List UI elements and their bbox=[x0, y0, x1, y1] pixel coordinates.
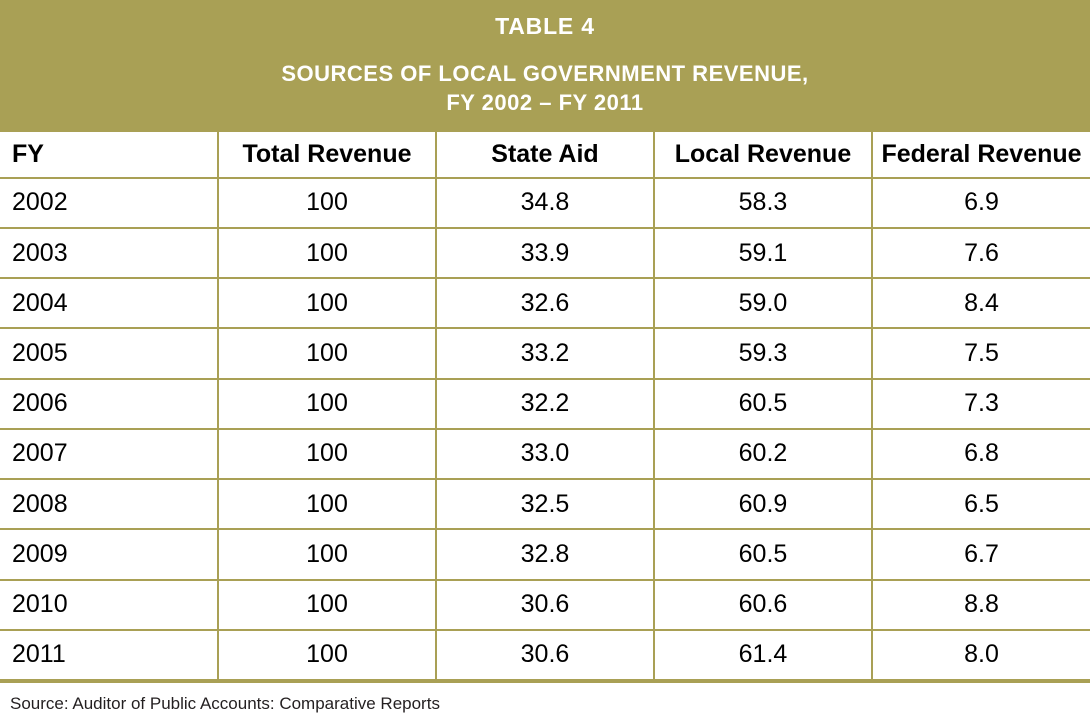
cell-state-aid: 34.8 bbox=[436, 178, 654, 228]
table-row bbox=[0, 178, 1090, 228]
revenue-table bbox=[0, 132, 1090, 681]
cell-local-revenue: 60.5 bbox=[654, 529, 872, 579]
cell-federal-revenue: 7.5 bbox=[872, 328, 1090, 378]
cell-total-revenue: 100 bbox=[218, 429, 436, 479]
cell-local-revenue: 60.2 bbox=[654, 429, 872, 479]
column-header-total-revenue: Total Revenue bbox=[218, 132, 436, 178]
cell-local-revenue: 60.5 bbox=[654, 379, 872, 429]
column-header-federal-revenue: Federal Revenue bbox=[872, 132, 1090, 178]
cell-federal-revenue: 8.0 bbox=[872, 630, 1090, 680]
cell-fy: 2010 bbox=[0, 580, 218, 630]
cell-federal-revenue: 6.9 bbox=[872, 178, 1090, 228]
cell-local-revenue: 60.9 bbox=[654, 479, 872, 529]
table-title-line-2: FY 2002 – FY 2011 bbox=[446, 90, 644, 116]
cell-state-aid: 32.6 bbox=[436, 278, 654, 328]
cell-federal-revenue: 7.3 bbox=[872, 379, 1090, 429]
table-title-line-1: SOURCES OF LOCAL GOVERNMENT REVENUE, bbox=[281, 60, 809, 86]
cell-total-revenue: 100 bbox=[218, 228, 436, 278]
source-note: Source: Auditor of Public Accounts: Comparative Reports bbox=[0, 681, 1090, 727]
cell-federal-revenue: 8.8 bbox=[872, 580, 1090, 630]
cell-local-revenue: 59.1 bbox=[654, 228, 872, 278]
cell-local-revenue: 58.3 bbox=[654, 178, 872, 228]
cell-local-revenue: 60.6 bbox=[654, 580, 872, 630]
cell-federal-revenue: 6.7 bbox=[872, 529, 1090, 579]
cell-federal-revenue: 6.5 bbox=[872, 479, 1090, 529]
cell-total-revenue: 100 bbox=[218, 630, 436, 680]
table-row bbox=[0, 429, 1090, 479]
cell-fy: 2004 bbox=[0, 278, 218, 328]
cell-total-revenue: 100 bbox=[218, 529, 436, 579]
cell-fy: 2011 bbox=[0, 630, 218, 680]
table-title-band bbox=[0, 0, 1090, 132]
column-header-fy: FY bbox=[0, 132, 218, 178]
cell-total-revenue: 100 bbox=[218, 479, 436, 529]
cell-local-revenue: 61.4 bbox=[654, 630, 872, 680]
cell-state-aid: 33.0 bbox=[436, 429, 654, 479]
cell-fy: 2008 bbox=[0, 479, 218, 529]
cell-total-revenue: 100 bbox=[218, 580, 436, 630]
table-row bbox=[0, 278, 1090, 328]
cell-federal-revenue: 7.6 bbox=[872, 228, 1090, 278]
cell-state-aid: 32.8 bbox=[436, 529, 654, 579]
table-row bbox=[0, 479, 1090, 529]
cell-state-aid: 32.2 bbox=[436, 379, 654, 429]
table-row bbox=[0, 529, 1090, 579]
column-header-state-aid: State Aid bbox=[436, 132, 654, 178]
cell-local-revenue: 59.3 bbox=[654, 328, 872, 378]
cell-state-aid: 30.6 bbox=[436, 580, 654, 630]
table-row bbox=[0, 379, 1090, 429]
table-row bbox=[0, 228, 1090, 278]
cell-state-aid: 32.5 bbox=[436, 479, 654, 529]
table-number: TABLE 4 bbox=[495, 13, 595, 39]
cell-fy: 2006 bbox=[0, 379, 218, 429]
table-row bbox=[0, 328, 1090, 378]
column-header-local-revenue: Local Revenue bbox=[654, 132, 872, 178]
cell-state-aid: 33.9 bbox=[436, 228, 654, 278]
cell-federal-revenue: 6.8 bbox=[872, 429, 1090, 479]
table-row bbox=[0, 580, 1090, 630]
cell-fy: 2009 bbox=[0, 529, 218, 579]
table-row bbox=[0, 630, 1090, 680]
table-header-row bbox=[0, 132, 1090, 178]
cell-total-revenue: 100 bbox=[218, 328, 436, 378]
cell-state-aid: 33.2 bbox=[436, 328, 654, 378]
cell-fy: 2003 bbox=[0, 228, 218, 278]
cell-state-aid: 30.6 bbox=[436, 630, 654, 680]
cell-total-revenue: 100 bbox=[218, 178, 436, 228]
cell-fy: 2002 bbox=[0, 178, 218, 228]
cell-federal-revenue: 8.4 bbox=[872, 278, 1090, 328]
cell-fy: 2007 bbox=[0, 429, 218, 479]
cell-fy: 2005 bbox=[0, 328, 218, 378]
table-title bbox=[10, 59, 1080, 118]
cell-total-revenue: 100 bbox=[218, 379, 436, 429]
cell-total-revenue: 100 bbox=[218, 278, 436, 328]
cell-local-revenue: 59.0 bbox=[654, 278, 872, 328]
